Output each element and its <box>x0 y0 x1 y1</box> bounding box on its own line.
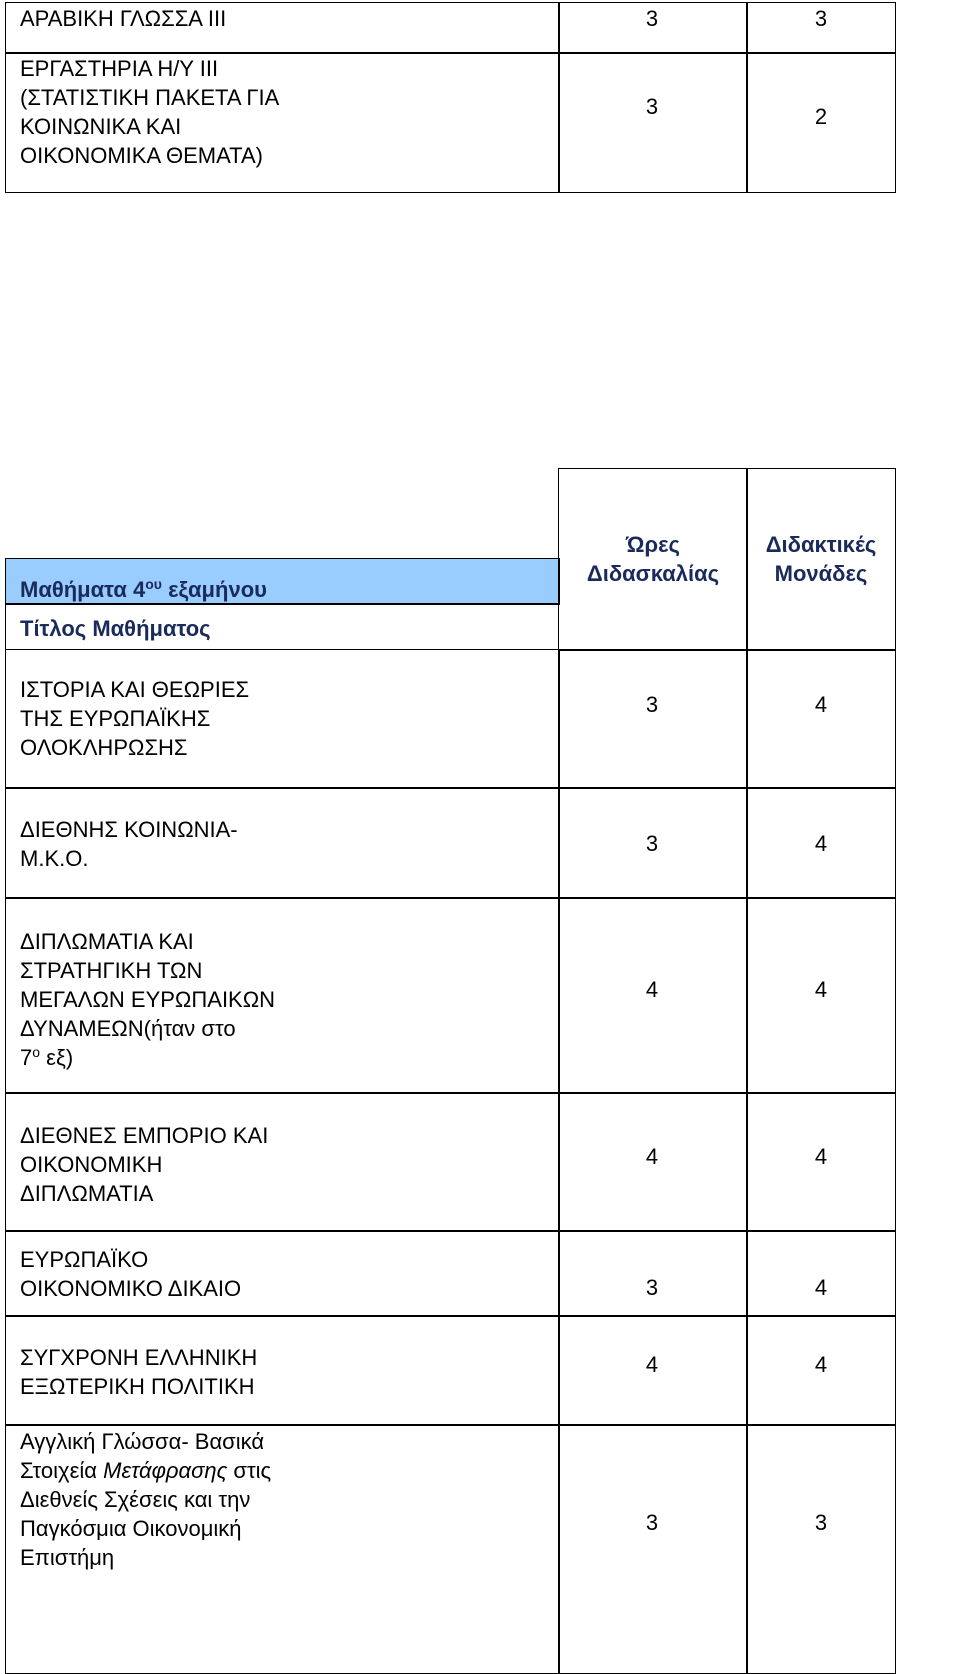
units-value: 4 <box>814 1144 828 1169</box>
hours-value: 3 <box>645 831 659 856</box>
course-title: ΕΡΓΑΣΤΗΡΙΑ Η/Υ ΙΙΙ (ΣΤΑΤΙΣΤΙΚΗ ΠΑΚΕΤΑ ΓΙΑ ΚΟΙΝΩΝΙΚΑ ΚΑΙ ΟΙΚΟΝΟΜΙΚΑ ΘΕΜΑΤΑ) <box>20 56 280 168</box>
hours-value: 3 <box>645 6 659 31</box>
hours-value: 3 <box>645 94 659 119</box>
course-title: ΑΡΑΒΙΚΗ ΓΛΩΣΣΑ III <box>20 6 227 31</box>
hours-value: 4 <box>645 1144 659 1169</box>
hours-value: 3 <box>645 1510 659 1535</box>
units-value: 4 <box>814 1275 828 1300</box>
hours-label: Ώρες Διδασκαλίας <box>586 532 720 586</box>
table-row-units-cell <box>746 1424 896 1674</box>
table-row-hours-cell <box>558 649 748 789</box>
hours-value: 3 <box>645 1275 659 1300</box>
hours-value: 4 <box>645 977 659 1002</box>
course-title: ΔΙΠΛΩΜΑΤΙΑ ΚΑΙ ΣΤΡΑΤΗΓΙΚΗ ΤΩΝ ΜΕΓΑΛΩΝ ΕΥΡΩΠΑΙΚΩΝ ΔΥΝΑΜΕΩΝ(ήταν στο $7^o$ εξ) <box>20 929 276 1070</box>
units-value: 4 <box>814 692 828 717</box>
units-value: 4 <box>814 831 828 856</box>
units-value: 2 <box>814 104 828 129</box>
table-row-hours-cell <box>558 52 748 193</box>
course-title-label: Τίτλος Μαθήματος <box>20 616 211 641</box>
table-row-units-cell <box>746 649 896 789</box>
hours-value: 4 <box>645 1352 659 1377</box>
course-title: Αγγλική Γλώσσα- Βασικά Στοιχεία Μετάφρασης στις Διεθνείς Σχέσεις και την Παγκόσμια Οικονομική Επιστήμη <box>20 1429 272 1570</box>
course-title: ΣΥΓΧΡΟΝΗ ΕΛΛΗΝΙΚΗ ΕΞΩΤΕΡΙΚΗ ΠΟΛΙΤΙΚΗ <box>20 1345 258 1399</box>
course-title: ΙΣΤΟΡΙΑ ΚΑΙ ΘΕΩΡΙΕΣ ΤΗΣ ΕΥΡΩΠΑΪΚΗΣ ΟΛΟΚΛΗΡΩΣΗΣ <box>20 677 250 760</box>
table-row-hours-cell <box>558 1424 748 1674</box>
course-title: ΔΙΕΘΝΗΣ ΚΟΙΝΩΝΙΑ- Μ.Κ.Ο. <box>20 817 238 871</box>
units-value: 4 <box>814 977 828 1002</box>
units-value: 4 <box>814 1352 828 1377</box>
course-title: ΔΙΕΘΝΕΣ ΕΜΠΟΡΙΟ ΚΑΙ ΟΙΚΟΝΟΜΙΚΗ ΔΙΠΛΩΜΑΤΙΑ <box>20 1123 269 1206</box>
semester-title: Μαθήματα $4^{o\upsilon}$ εξαμήνου <box>20 576 267 602</box>
units-label: Διδακτικές Μονάδες <box>765 532 877 586</box>
units-value: 3 <box>814 1510 828 1535</box>
units-value: 3 <box>814 6 828 31</box>
course-title: ΕΥΡΩΠΑΪΚΟ ΟΙΚΟΝΟΜΙΚΟ ΔΙΚΑΙΟ <box>20 1247 242 1301</box>
hours-value: 3 <box>645 692 659 717</box>
